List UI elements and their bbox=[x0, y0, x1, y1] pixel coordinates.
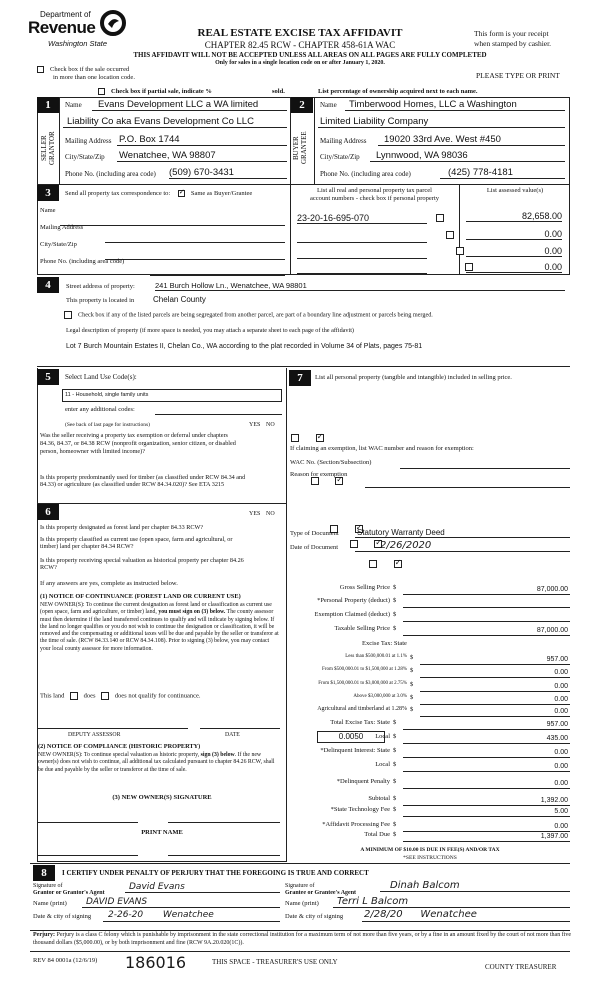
s3-city-line bbox=[105, 259, 285, 260]
receipt-number: 186016 bbox=[125, 953, 187, 972]
delinquent-interest-state-label: *Delinquent Interest: State bbox=[320, 747, 390, 754]
s3-mailing-line bbox=[105, 242, 285, 243]
delinquent-penalty-label: *Delinquent Penalty bbox=[336, 778, 390, 785]
s5-q2-yes-checkbox[interactable] bbox=[311, 477, 319, 485]
print-name-line-1 bbox=[38, 855, 138, 856]
minimum-note: A MINIMUM OF $10.00 IS DUE IN FEE(S) AND/OR TAX bbox=[360, 847, 500, 853]
total-state-row bbox=[285, 719, 570, 731]
this-land-label: This land bbox=[40, 692, 65, 700]
grantee-name-input[interactable]: Terri L Balcom bbox=[333, 896, 570, 908]
fee-row-personal-property bbox=[285, 597, 570, 609]
grantor-signature[interactable]: David Evans bbox=[125, 882, 280, 893]
tier-label: Less than $500,000.01 at 1.1% bbox=[345, 654, 407, 659]
form-warning: THIS AFFIDAVIT WILL NOT BE ACCEPTED UNLESS ALL AREAS ON ALL PAGES ARE FULLY COMPLETED bbox=[133, 51, 487, 59]
divider bbox=[37, 503, 287, 504]
located-label: This property is located in bbox=[66, 297, 135, 304]
dollar-sign: $ bbox=[393, 795, 397, 802]
ownership-label: List percentage of ownership acquired next to each name. bbox=[318, 88, 478, 95]
tech-fee-amount[interactable]: 5.00 bbox=[554, 808, 568, 815]
notice1-title: (1) NOTICE OF CONTINUANCE (FOREST LAND OR CURRENT USE) bbox=[40, 593, 241, 600]
fee-label: Gross Selling Price bbox=[339, 584, 390, 591]
new-owner-signature-title: (3) NEW OWNER(S) SIGNATURE bbox=[112, 794, 212, 801]
parcel-value-3[interactable]: 0.00 bbox=[466, 262, 562, 273]
reason-label: Reason for exemption bbox=[290, 471, 348, 478]
county-input[interactable]: Chelan County bbox=[153, 295, 206, 304]
perjury-text: Perjury is a class C felony which is punishable by imprisonment in the state correctional institution for a maximum term of not more than five years, or by a fine in an amount fixed by the court of not more than five thousand dollars ($5,000.00), or by both imprisonment and fine (RCW 9A.20.020(1C)). bbox=[33, 932, 572, 946]
same-as-buyer-checkbox[interactable] bbox=[178, 190, 185, 197]
total-due-amount[interactable]: 1,397.00 bbox=[540, 833, 568, 840]
notice1-body-a: NEW OWNER(S): To continue the current designation as forest land or classification as current use (open space, farm and agriculture, or timber) land, bbox=[40, 602, 272, 616]
divider bbox=[459, 185, 460, 275]
grantee-date-city-input[interactable] bbox=[362, 909, 570, 922]
s3-city-label: City/State/Zip bbox=[40, 241, 77, 248]
parcel-value-2[interactable]: 0.00 bbox=[466, 246, 562, 257]
wac-label: WAC No. (Section/Subsection) bbox=[290, 459, 372, 466]
please-type: PLEASE TYPE OR PRINT bbox=[476, 71, 560, 80]
tier-label: Agricultural and timberland at 1.28% bbox=[317, 706, 407, 712]
delinquent-penalty-row bbox=[285, 778, 570, 790]
if-yes-label: If any answers are yes, complete as instructed below. bbox=[40, 580, 178, 587]
fee-amount[interactable]: 87,000.00 bbox=[536, 627, 568, 634]
dollar-sign: $ bbox=[393, 831, 397, 838]
s5-yes-header: YES bbox=[249, 422, 261, 428]
grantee-city: Wenatchee bbox=[420, 909, 477, 920]
treasurer-use-only: THIS SPACE - TREASURER'S USE ONLY bbox=[212, 958, 338, 966]
dollar-sign: $ bbox=[410, 654, 414, 661]
multi-location-row bbox=[37, 66, 135, 82]
new-owner-signature-line-2 bbox=[168, 822, 280, 823]
s3-phone-label: Phone No. (including area code) bbox=[40, 258, 125, 265]
seller-mailing-label: Mailing Address bbox=[65, 137, 112, 145]
wac-input[interactable] bbox=[400, 460, 570, 469]
s5-q2: Is this property predominantly used for timber (as classified under RCW 84.34 and 84.33) or agriculture (as classified under RCW 84.34.020)? See ETA 3215 bbox=[40, 474, 246, 488]
section-1-number: 1 bbox=[37, 97, 59, 113]
s6-q2: Is this property classified as current use (open space, farm and agricultural, or timber) land per chapter 84.34 RCW? bbox=[40, 536, 233, 550]
multi-location-label-2: in more than one location code. bbox=[53, 74, 135, 81]
divider bbox=[30, 951, 570, 952]
revenue-wordmark: Revenue bbox=[28, 18, 96, 37]
subtotal-amount[interactable]: 1,392.00 bbox=[540, 797, 568, 804]
assessor-date-line bbox=[200, 728, 280, 729]
partial-sale-row bbox=[98, 88, 212, 95]
buyer-phone-input[interactable]: (425) 778-4181 bbox=[440, 167, 565, 179]
local-label: Local bbox=[375, 733, 390, 740]
fee-row-taxable bbox=[285, 625, 570, 637]
dor-logo bbox=[28, 10, 138, 50]
seller-grantor-label bbox=[40, 118, 58, 178]
delinquent-interest-state-amount[interactable]: 0.00 bbox=[554, 749, 568, 756]
total-state-amount[interactable]: 957.00 bbox=[546, 721, 568, 728]
form-title: REAL ESTATE EXCISE TAX AFFIDAVIT bbox=[197, 27, 403, 39]
segregated-label: Check box if any of the listed parcels are being segregated from another parcel, are part of a boundary line adjustment or parcels being merged. bbox=[78, 311, 433, 319]
seller-city-label: City/State/Zip bbox=[65, 153, 105, 161]
s6-q3: Is this property receiving special valuation as historical property per chapter 84.26 RCW? bbox=[40, 557, 244, 571]
land-use-select[interactable]: 11 - Household, single family units bbox=[62, 389, 282, 402]
notice2-body-bold: sign (3) below bbox=[200, 752, 235, 758]
buyer-mailing-input[interactable]: 19020 33rd Ave. West #450 bbox=[378, 134, 565, 146]
seller-phone-label: Phone No. (including area code) bbox=[65, 170, 156, 178]
s6-yes-header: YES bbox=[249, 511, 261, 517]
parcel-personal-checkbox-0[interactable] bbox=[436, 214, 444, 222]
grantor-date-label: Date & city of signing bbox=[33, 913, 92, 920]
does-not-checkbox[interactable] bbox=[101, 692, 109, 700]
personal-property-input[interactable] bbox=[290, 386, 570, 436]
s5-q1: Was the seller receiving a property tax exemption or deferral under chapters 84.36, 84.37, or 84.38 RCW (nonprofit organization, senior citizen, or disabled person, homeowner with limited income)? bbox=[40, 432, 236, 455]
form-revision: REV 84 0001a (12/6/19) bbox=[33, 957, 98, 964]
only-for-note: Only for sales in a single location code on or after January 1, 2020. bbox=[215, 60, 385, 66]
legal-description[interactable]: Lot 7 Burch Mountain Estates II, Chelan Co., WA according to the plat recorded in Volume 34 of Plats, pages 75-81 bbox=[66, 343, 423, 350]
dollar-sign: $ bbox=[393, 625, 397, 632]
sold-label: sold. bbox=[272, 88, 285, 95]
processing-fee-amount[interactable]: 0.00 bbox=[554, 823, 568, 830]
grantee-signature[interactable]: Dinah Balcom bbox=[380, 880, 570, 892]
divider bbox=[59, 97, 60, 185]
legal-label: Legal description of property (if more space is needed, you may attach a separate sheet to each page of the affidavit) bbox=[66, 327, 354, 334]
grantor-name-input[interactable]: DAVID EVANS bbox=[82, 897, 280, 908]
s6-q1: Is this property designated as forest land per chapter 84.33 RCW? bbox=[40, 524, 204, 531]
certify-statement: I CERTIFY UNDER PENALTY OF PERJURY THAT THE FOREGOING IS TRUE AND CORRECT bbox=[62, 869, 369, 877]
section-6-number: 6 bbox=[37, 504, 59, 520]
dept-of-label: Department of bbox=[40, 10, 91, 19]
s3-name-line bbox=[60, 225, 285, 226]
fee-row-gross bbox=[285, 584, 570, 596]
washington-state-label: Washington State bbox=[48, 39, 108, 48]
tech-fee-label: *State Technology Fee bbox=[330, 806, 390, 813]
new-owner-signature-line-1 bbox=[38, 822, 138, 823]
fee-row-exemption bbox=[285, 611, 570, 623]
buyer-city-input[interactable]: Lynnwood, WA 98036 bbox=[370, 150, 565, 162]
parcel-personal-checkbox-1[interactable] bbox=[446, 231, 454, 239]
local-amount[interactable]: 435.00 bbox=[546, 735, 568, 742]
parcel-header-2: account numbers - check box if personal property bbox=[309, 195, 440, 202]
tier-row-3 bbox=[285, 681, 570, 693]
parcel-number-1[interactable] bbox=[297, 233, 427, 243]
doc-date-input[interactable]: 2/26/2020 bbox=[355, 540, 570, 552]
form-chapter: CHAPTER 82.45 RCW - CHAPTER 458-61A WAC bbox=[204, 40, 396, 50]
dollar-sign: $ bbox=[393, 761, 397, 768]
dollar-sign: $ bbox=[393, 806, 397, 813]
processing-fee-label: *Affidavit Processing Fee bbox=[322, 821, 390, 828]
s6-no-header: NO bbox=[266, 511, 275, 517]
tier-amount[interactable]: 957.00 bbox=[546, 656, 568, 663]
buyer-name-line1[interactable]: Timberwood Homes, LLC a Washington bbox=[345, 99, 565, 111]
does-label: does bbox=[83, 692, 96, 700]
delinquent-interest-local-label: Local bbox=[375, 761, 390, 768]
tech-fee-row bbox=[285, 806, 570, 818]
notice1-body-bold: you must sign on (3) below. bbox=[158, 609, 226, 616]
section-7-number: 7 bbox=[289, 370, 311, 386]
fee-label: *Personal Property (deduct) bbox=[317, 597, 390, 604]
dollar-sign: $ bbox=[410, 681, 414, 688]
s6-q3-no-checkbox[interactable] bbox=[394, 560, 402, 568]
dor-swirl-icon bbox=[100, 10, 126, 36]
s3-name-label: Name bbox=[40, 207, 56, 214]
assessor-date-label: DATE bbox=[225, 732, 240, 738]
reason-input[interactable] bbox=[365, 479, 570, 488]
grantee-date: 2/28/20 bbox=[364, 909, 403, 920]
excise-state-label: Excise Tax: State bbox=[362, 640, 407, 647]
dollar-sign: $ bbox=[410, 706, 414, 713]
buyer-name-label: Name bbox=[320, 101, 337, 109]
seller-phone-input[interactable]: (509) 670-3431 bbox=[169, 167, 287, 179]
does-not-label: does not qualify for continuance. bbox=[114, 692, 201, 700]
buyer-mailing-label: Mailing Address bbox=[320, 137, 367, 145]
parcel-number-3[interactable] bbox=[297, 264, 427, 274]
grantor-date-city-input[interactable] bbox=[103, 910, 280, 922]
grantor-name-label: Name (print) bbox=[33, 900, 67, 907]
delinquent-interest-local-amount[interactable]: 0.00 bbox=[554, 763, 568, 770]
street-label: Street address of property: bbox=[66, 283, 135, 290]
personal-property-label: List all personal property (tangible and intangible) included in selling price. bbox=[315, 374, 512, 381]
notice2-body-b: . If the new owner(s) does not wish to continue, all additional tax calculated pursuant to chapter 84.26 RCW, shall be due and payable by the seller or transferor at the time of sale. bbox=[38, 752, 275, 773]
seller-name-line1[interactable]: Evans Development LLC a WA limited bbox=[92, 99, 287, 111]
parcel-personal-checkbox-2[interactable] bbox=[456, 247, 464, 255]
divider bbox=[30, 863, 570, 864]
parcel-header bbox=[292, 187, 457, 203]
tier-amount[interactable]: 0.00 bbox=[554, 669, 568, 676]
segregated-checkbox[interactable] bbox=[64, 311, 72, 319]
total-due-row bbox=[285, 831, 570, 843]
delinquent-penalty-amount[interactable]: 0.00 bbox=[554, 780, 568, 787]
tier-row-5 bbox=[285, 706, 570, 718]
seller-city-input[interactable]: Wenatchee, WA 98807 bbox=[117, 150, 287, 162]
s5-q2-no-checkbox[interactable] bbox=[335, 477, 343, 485]
exemption-label: If claiming an exemption, list WAC number and reason for exemption: bbox=[290, 445, 474, 452]
dollar-sign: $ bbox=[393, 719, 397, 726]
perjury-notice bbox=[33, 932, 573, 947]
doc-type-label: Type of Document bbox=[290, 530, 339, 537]
receipt-note-line1: This form is your receipt bbox=[474, 29, 549, 38]
dollar-sign: $ bbox=[393, 597, 397, 604]
dollar-sign: $ bbox=[410, 694, 414, 701]
tier-amount[interactable]: 0.00 bbox=[554, 708, 568, 715]
parcel-value-1[interactable]: 0.00 bbox=[466, 229, 562, 240]
grantor-sig-label-1: Signature of bbox=[33, 883, 63, 889]
seller-mailing-input[interactable]: P.O. Box 1744 bbox=[117, 134, 287, 146]
seller-name-line2[interactable]: Liability Co aka Evans Development Co LLC bbox=[63, 116, 287, 128]
divider bbox=[290, 185, 291, 275]
send-correspondence-label bbox=[65, 190, 252, 197]
section-8-number: 8 bbox=[33, 865, 55, 881]
s5-no-header: NO bbox=[266, 422, 275, 428]
grantee-sig-label-2: Grantee or Grantee's Agent bbox=[285, 889, 357, 896]
assessor-signature-line bbox=[38, 728, 188, 729]
grantee-name-label: Name (print) bbox=[285, 900, 319, 907]
subtotal-label: Subtotal bbox=[368, 795, 390, 802]
notice2-body bbox=[38, 752, 278, 774]
continuance-row bbox=[40, 692, 201, 700]
doc-date-label: Date of Document bbox=[290, 544, 339, 551]
s3-mailing-label: Mailing Address bbox=[40, 224, 84, 231]
multi-location-checkbox[interactable] bbox=[37, 66, 44, 73]
print-name-label: PRINT NAME bbox=[141, 829, 183, 836]
tier-amount[interactable]: 0.00 bbox=[554, 683, 568, 690]
doc-type-input[interactable]: Statutory Warranty Deed bbox=[355, 528, 570, 538]
parcel-number-2[interactable] bbox=[297, 249, 427, 259]
tier-amount[interactable]: 0.00 bbox=[554, 696, 568, 703]
fee-amount[interactable]: 87,000.00 bbox=[536, 586, 568, 593]
dollar-sign: $ bbox=[410, 667, 414, 674]
grantor-sig-label bbox=[33, 883, 105, 896]
tier-label: From $500,000.01 to $1,500,000 at 1.28% bbox=[322, 667, 407, 672]
parcel-number-0[interactable]: 23-20-16-695-070 bbox=[297, 213, 427, 224]
buyer-name-line2[interactable]: Limited Liability Company bbox=[318, 116, 565, 128]
additional-codes-label: enter any additional codes: bbox=[65, 406, 135, 413]
buyer-label: BUYER bbox=[292, 136, 300, 160]
fee-label: Exemption Claimed (deduct) bbox=[314, 611, 390, 618]
parcel-value-0[interactable]: 82,658.00 bbox=[466, 211, 562, 222]
tier-row-4 bbox=[285, 694, 570, 706]
local-row bbox=[285, 733, 570, 745]
dollar-sign: $ bbox=[393, 778, 397, 785]
dollar-sign: $ bbox=[393, 611, 397, 618]
multi-location-label: Check box if the sale occurred bbox=[50, 66, 130, 73]
divider bbox=[314, 97, 315, 185]
grantee-sig-label bbox=[285, 883, 356, 896]
section-2-number: 2 bbox=[291, 97, 313, 113]
section-5-number: 5 bbox=[37, 369, 59, 385]
dollar-sign: $ bbox=[393, 584, 397, 591]
does-checkbox[interactable] bbox=[70, 692, 78, 700]
tier-label: From $1,500,000.01 to $3,000,000 at 2.75% bbox=[318, 681, 407, 686]
land-use-label: Select Land Use Code(s): bbox=[65, 373, 137, 381]
buyer-grantee-label bbox=[292, 118, 310, 178]
send-label: Send all property tax correspondence to: bbox=[65, 190, 171, 197]
section-4-number: 4 bbox=[37, 277, 59, 293]
seller-label: SELLER bbox=[40, 135, 48, 161]
delinquent-interest-state-row bbox=[285, 747, 570, 759]
grantor-date: 2-26-20 bbox=[108, 910, 144, 920]
grantee-label: GRANTEE bbox=[300, 131, 308, 165]
delinquent-interest-local-row bbox=[285, 761, 570, 773]
local-rate-box[interactable]: 0.0050 bbox=[317, 731, 385, 743]
deputy-assessor-label: DEPUTY ASSESSOR bbox=[68, 732, 121, 738]
dollar-sign: $ bbox=[393, 747, 397, 754]
additional-codes-input[interactable] bbox=[155, 406, 282, 415]
segregated-row bbox=[64, 311, 433, 319]
receipt-note-line2: when stamped by cashier. bbox=[474, 39, 552, 48]
fee-label: Taxable Selling Price bbox=[334, 625, 390, 632]
seller-name-label: Name bbox=[65, 101, 82, 109]
street-input[interactable]: 241 Burch Hollow Ln., Wenatchee, WA 98801 bbox=[155, 281, 565, 291]
grantor-city: Wenatchee bbox=[162, 910, 214, 920]
dollar-sign: $ bbox=[393, 733, 397, 740]
notice1-body-b: The county assessor must then determine if the land transferred continues to qualify and will indicate by signing below. If the land no longer qualifies or you do not wish to continue the designation or classification, it will be removed and the compensating or additional taxes will be due and payable by the seller or transferor at the time of sale. (RCW 84.33.140 or RCW 84.34.108). Prior to signing (3) below, you may contact your local county assessor for more information. bbox=[40, 609, 279, 652]
tier-label: Above $3,000,000 at 3.0% bbox=[353, 694, 407, 699]
total-due-label: Total Due bbox=[364, 831, 390, 838]
buyer-city-label: City/State/Zip bbox=[320, 153, 360, 161]
perjury-bold: Perjury: bbox=[33, 932, 55, 938]
parcel-header-1: List all real and personal property tax parcel bbox=[317, 187, 432, 194]
grantor-sig-label-2: Grantor or Grantor's Agent bbox=[33, 889, 105, 896]
same-as-buyer-label: Same as Buyer/Grantee bbox=[190, 190, 253, 197]
divider bbox=[30, 930, 570, 931]
see-instructions: *SEE INSTRUCTIONS bbox=[403, 855, 457, 861]
notice1-body bbox=[40, 602, 280, 653]
tier-row-2 bbox=[285, 667, 570, 679]
print-name-line-2 bbox=[168, 855, 280, 856]
section-3-number: 3 bbox=[37, 185, 59, 201]
partial-sale-checkbox[interactable] bbox=[98, 88, 105, 95]
grantee-date-label: Date & city of signing bbox=[285, 913, 344, 920]
total-state-label: Total Excise Tax: State bbox=[330, 719, 390, 726]
assessed-header: List assessed value(s) bbox=[486, 187, 544, 194]
buyer-phone-label: Phone No. (including area code) bbox=[320, 170, 411, 178]
receipt-note bbox=[474, 29, 551, 49]
s6-q3-yes-checkbox[interactable] bbox=[369, 560, 377, 568]
see-back-label: (See back of last page for instructions) bbox=[65, 422, 150, 428]
dollar-sign: $ bbox=[393, 821, 397, 828]
notice2-body-a: NEW OWNER(S): To continue special valuation as historic property, bbox=[38, 752, 201, 758]
county-treasurer-label: COUNTY TREASURER bbox=[485, 963, 557, 971]
partial-sale-label: Check box if partial sale, indicate % bbox=[111, 88, 212, 95]
notice2-title: (2) NOTICE OF COMPLIANCE (HISTORIC PROPERTY) bbox=[38, 743, 201, 750]
grantor-label: GRANTOR bbox=[48, 131, 56, 165]
grantee-sig-label-1: Signature of bbox=[285, 883, 315, 889]
tier-row-1 bbox=[285, 654, 570, 666]
